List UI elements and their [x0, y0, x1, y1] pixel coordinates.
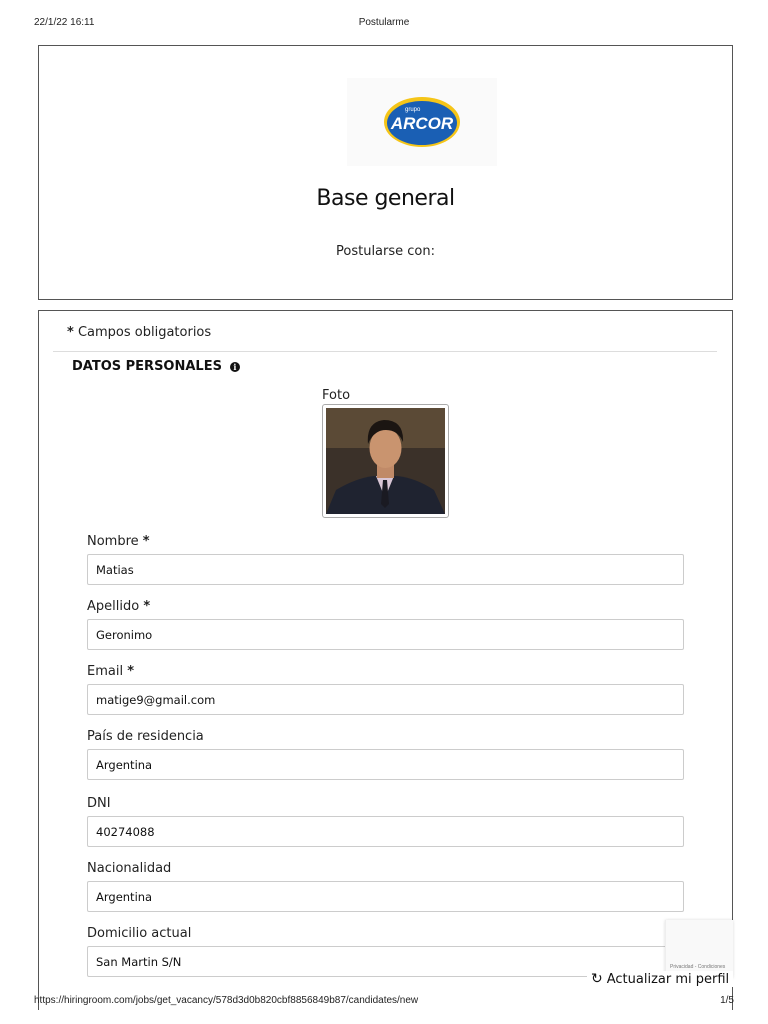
field-pais-residencia	[87, 729, 684, 780]
field-apellido	[87, 599, 684, 650]
pais-residencia-select[interactable]: Argentina	[87, 749, 684, 780]
section-title	[72, 359, 240, 374]
field-label: DNI	[87, 796, 111, 811]
refresh-icon: ↻	[591, 971, 603, 987]
field-email	[87, 664, 684, 715]
print-datetime: 22/1/22 16:11	[34, 17, 95, 28]
profile-photo[interactable]	[322, 404, 449, 518]
field-dni	[87, 796, 684, 847]
required-fields-note	[67, 325, 211, 340]
apellido-input[interactable]: Geronimo	[87, 619, 684, 650]
update-profile-label: Actualizar mi perfil	[606, 971, 730, 987]
field-nacionalidad	[87, 861, 684, 912]
page-title: Base general	[316, 186, 455, 211]
photo-label: Foto	[322, 388, 351, 403]
divider	[53, 351, 717, 352]
recaptcha-text: Privacidad - Condiciones	[670, 964, 726, 970]
field-label: Apellido *	[87, 599, 151, 614]
arcor-logo	[383, 96, 461, 148]
avatar	[326, 408, 445, 514]
logo-small-text: grupo	[405, 107, 421, 113]
recaptcha-badge[interactable]	[665, 920, 733, 978]
print-page-title: Postularme	[358, 17, 410, 28]
field-label: Domicilio actual	[87, 926, 192, 941]
section-title-text: DATOS PERSONALES	[72, 359, 222, 374]
update-profile-button[interactable]	[587, 971, 733, 987]
application-form-card	[38, 310, 733, 1010]
print-header	[0, 17, 768, 31]
vacancy-header-card	[38, 45, 733, 300]
field-label: País de residencia	[87, 729, 204, 744]
field-label: Nombre *	[87, 534, 150, 549]
required-asterisk: *	[67, 325, 74, 340]
field-domicilio	[87, 926, 684, 977]
logo-brand-text: ARCOR	[390, 114, 454, 133]
required-note-text: Campos obligatorios	[77, 325, 212, 340]
info-icon[interactable]: i	[230, 362, 240, 372]
company-logo-box	[347, 78, 497, 166]
field-nombre	[87, 534, 684, 585]
print-url: https://hiringroom.com/jobs/get_vacancy/578d3d0b820cbf8856849b87/candidates/new	[34, 995, 419, 1006]
nacionalidad-select[interactable]: Argentina	[87, 881, 684, 912]
domicilio-input[interactable]: San Martin S/N	[87, 946, 684, 977]
nombre-input[interactable]: Matias	[87, 554, 684, 585]
email-input[interactable]: matige9@gmail.com	[87, 684, 684, 715]
dni-input[interactable]: 40274088	[87, 816, 684, 847]
field-label: Nacionalidad	[87, 861, 172, 876]
person-photo-icon	[326, 408, 445, 514]
apply-with-label: Postularse con:	[336, 244, 435, 259]
field-label: Email *	[87, 664, 135, 679]
print-page-number: 1/5	[720, 995, 734, 1006]
